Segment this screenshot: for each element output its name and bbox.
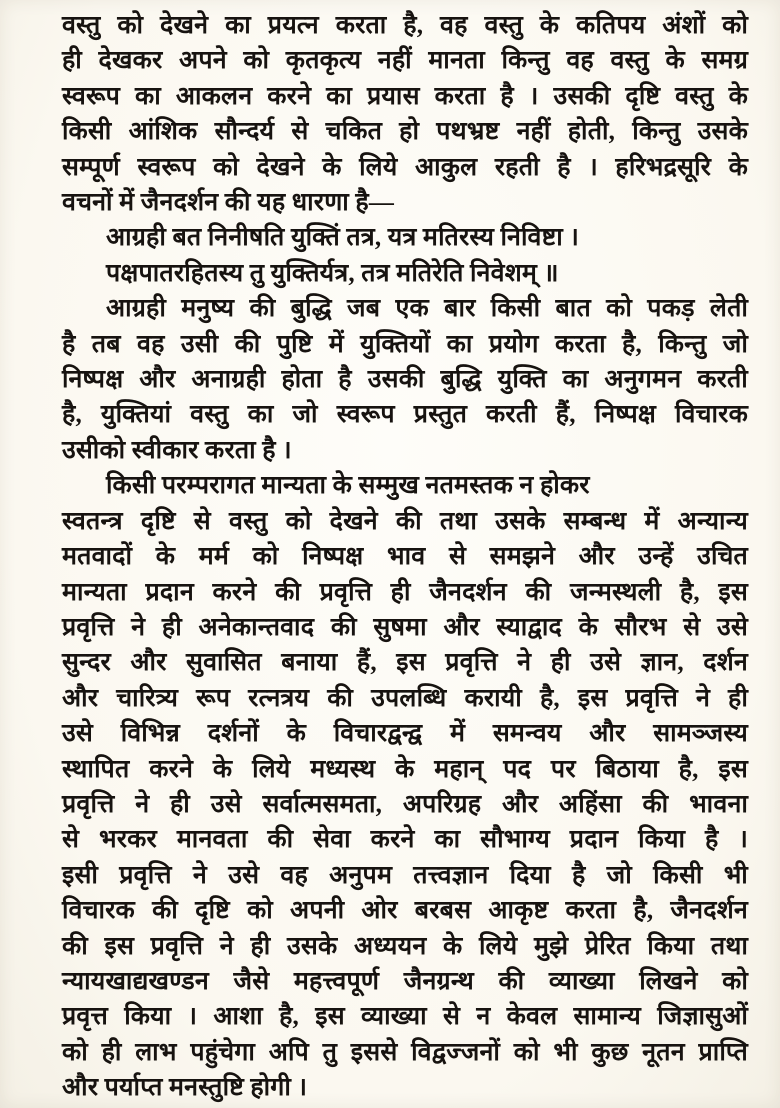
verse-line: आग्रही बत निनीषति युक्तिं तत्र, यत्र मतिरस्य निविष्टा ।: [106, 224, 580, 252]
text-line: से भरकर मानवता की सेवा करने का सौभाग्य प्रदान किया है ।: [62, 826, 748, 854]
verse-line: पक्षपातरहितस्य तु युक्तिर्यत्र, तत्र मतिरेति निवेशम् ॥: [106, 259, 559, 287]
text-line: मान्यता प्रदान करने की प्रवृत्ति ही जैनदर्शन की जन्मस्थली है, इस: [62, 578, 748, 606]
paragraph: [62, 291, 748, 468]
text-line: इसी प्रवृत्ति ने उसे वह अनुपम तत्त्वज्ञान दिया है जो किसी भी: [62, 861, 748, 889]
text-line: है तब वह उसी की पुष्टि में युक्तियों का प्रयोग करता है, किन्तु जो: [62, 330, 748, 358]
text-line: स्थापित करने के लिये मध्यस्थ के महान् पद पर बिठाया है, इस: [62, 755, 748, 783]
text-line: किसी परम्परागत मान्यता के सम्मुख नतमस्तक न होकर: [106, 472, 590, 500]
text-line: है, युक्तियां वस्तु का जो स्वरूप प्रस्तुत करती हैं, निष्पक्ष विचारक: [62, 401, 748, 429]
text-line: वस्तु को देखने का प्रयत्न करता है, वह वस्तु के कतिपय अंशों को: [62, 12, 748, 39]
text-line: की इस प्रवृत्ति ने ही उसके अध्ययन के लिये मुझे प्रेरित किया तथा: [62, 932, 748, 960]
text-line: ही देखकर अपने को कृतकृत्य नहीं मानता किन्तु वह वस्तु के समग्र: [62, 47, 748, 75]
paragraph-continuation: [62, 8, 748, 220]
text-line: प्रवृत्ति ने ही उसे सर्वात्मसमता, अपरिग्रह और अहिंसा की भावना: [62, 790, 748, 818]
text-line: किसी आंशिक सौन्दर्य से चकित हो पथभ्रष्ट नहीं होती, किन्तु उसके: [62, 118, 748, 146]
text-line: प्रवृत्त किया । आशा है, इस व्याख्या से न केवल सामान्य जिज्ञासुओं: [62, 1003, 748, 1031]
text-line: उसीको स्वीकार करता है ।: [62, 436, 292, 464]
text-line: स्वरूप का आकलन करने का प्रयास करता है । उसकी दृष्टि वस्तु के: [62, 82, 748, 110]
text-line: उसे विभिन्न दर्शनों के विचारद्वन्द्व में समन्वय और सामञ्जस्य: [62, 720, 748, 748]
text-line: को ही लाभ पहुंचेगा अपि तु इससे विद्वज्जनों को भी कुछ नूतन प्राप्ति: [62, 1038, 748, 1066]
text-line: स्वतन्त्र दृष्टि से वस्तु को देखने की तथा उसके सम्बन्ध में अन्यान्य: [62, 507, 748, 535]
sanskrit-verse: [62, 220, 748, 291]
text-line: आग्रही मनुष्य की बुद्धि जब एक बार किसी बात को पकड़ लेती: [106, 295, 748, 323]
text-line: वचनों में जैनदर्शन की यह धारणा है—: [62, 189, 395, 217]
text-line: विचारक की दृष्टि को अपनी ओर बरबस आकृष्ट करता है, जैनदर्शन: [62, 897, 748, 925]
text-line: और पर्याप्त मनस्तुष्टि होगी ।: [62, 1074, 308, 1102]
text-line: मतवादों के मर्म को निष्पक्ष भाव से समझने और उन्हें उचित: [62, 543, 748, 571]
paragraph: [62, 468, 748, 1105]
text-line: प्रवृत्ति ने ही अनेकान्तवाद की सुषमा और स्याद्वाद के सौरभ से उसे: [62, 613, 748, 641]
text-line: निष्पक्ष और अनाग्रही होता है उसकी बुद्धि युक्ति का अनुगमन करती: [62, 366, 748, 394]
text-line: और चारित्र्य रूप रत्नत्रय की उपलब्धि करायी है, इस प्रवृत्ति ने ही: [62, 684, 748, 712]
text-line: सम्पूर्ण स्वरूप को देखने के लिये आकुल रहती है । हरिभद्रसूरि के: [62, 153, 748, 181]
text-line: न्यायखाद्यखण्डन जैसे महत्त्वपूर्ण जैनग्रन्थ की व्याख्या लिखने को: [62, 967, 748, 995]
text-line: सुन्दर और सुवासित बनाया हैं, इस प्रवृत्ति ने ही उसे ज्ञान, दर्शन: [62, 649, 748, 677]
